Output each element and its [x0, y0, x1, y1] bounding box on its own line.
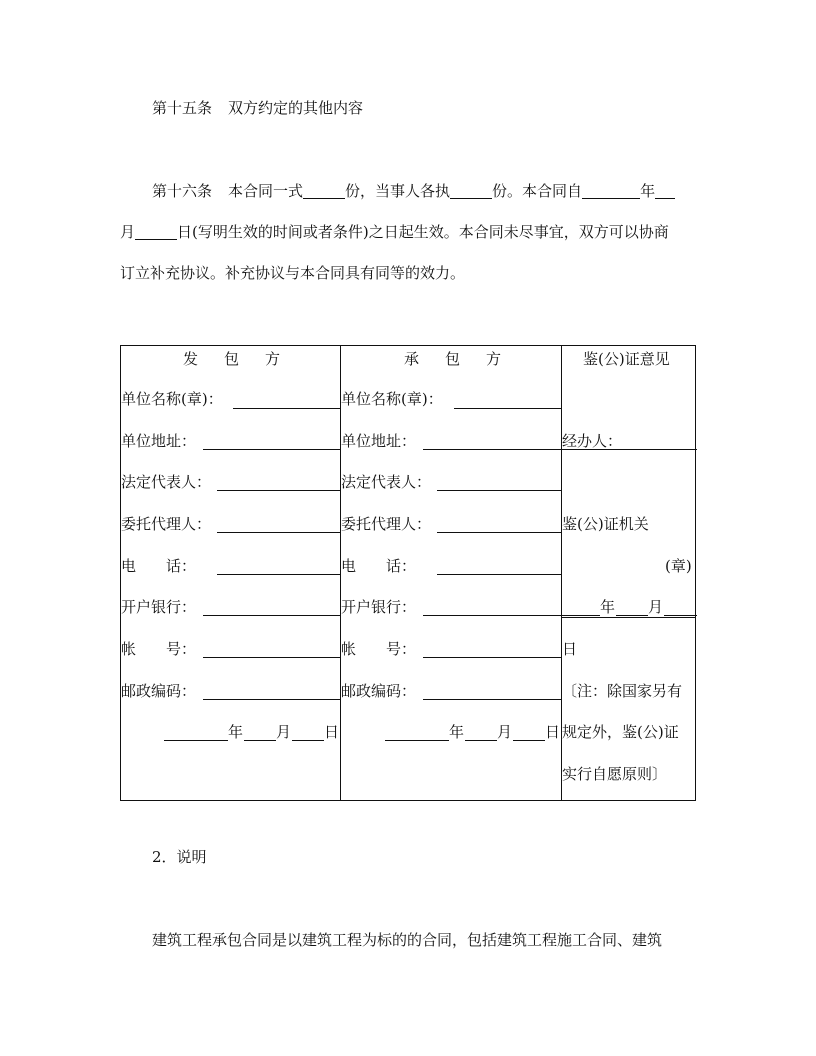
party-b-field-line[interactable]	[437, 574, 561, 575]
party-a-field-bank: 开户银行：	[121, 598, 197, 616]
party-b-field-line[interactable]	[423, 615, 561, 616]
party-b-field-address: 单位地址：	[341, 432, 417, 450]
party-a-date-month: 月	[276, 723, 292, 741]
signature-table	[120, 345, 696, 801]
party-a-field-agent: 委托代理人：	[121, 515, 212, 533]
party-a-field-line[interactable]	[217, 490, 340, 491]
article-15-text: 双方约定的其他内容	[228, 99, 364, 117]
party-b-field-line[interactable]	[423, 449, 561, 450]
notary-date-year: 年	[600, 598, 616, 616]
party-b-field-phone: 电 话：	[341, 557, 417, 575]
party-b-field-line[interactable]	[437, 532, 561, 533]
party-a-field-line[interactable]	[217, 532, 340, 533]
party-a-date-year: 年	[228, 723, 244, 741]
party-b-field-account: 帐 号：	[341, 640, 417, 658]
article-16-text: 日(写明生效的时间或者条件)之日起生效。本合同未尽事宜，双方可以协商	[177, 223, 669, 241]
article-16-text: 本合同一式	[228, 182, 304, 200]
article-16-text: 订立补充协议。补充协议与本合同具有同等的效力。	[120, 264, 466, 282]
day-blank	[135, 223, 177, 240]
notary-authority: 鉴(公)证机关	[562, 515, 649, 533]
party-b-date-month: 月	[497, 723, 513, 741]
notary-seal: (章)	[665, 557, 692, 575]
party-b-date-year: 年	[449, 723, 465, 741]
notary-date-year-line[interactable]	[562, 615, 600, 616]
party-a-field-line[interactable]	[203, 449, 340, 450]
party-b-field-line[interactable]	[454, 408, 561, 409]
party-a-field-line[interactable]	[203, 699, 340, 700]
party-a-field-line[interactable]	[203, 615, 340, 616]
notary-note-line-1: 〔注：除国家另有	[562, 682, 683, 700]
party-b-field-agent: 委托代理人：	[341, 515, 432, 533]
party-a-date-year-line[interactable]	[164, 740, 228, 741]
article-16-text: 份，当事人各执	[345, 182, 451, 200]
party-a-field-postcode: 邮政编码：	[121, 682, 197, 700]
row-divider	[561, 617, 695, 618]
section-2-heading: 2．说明	[152, 848, 207, 866]
article-16-text: 年	[640, 182, 656, 200]
party-b-date-day: 日	[545, 723, 561, 741]
party-a-field-address: 单位地址：	[121, 432, 197, 450]
notary-header: 鉴(公)证意见	[583, 350, 670, 368]
copies-each-blank	[450, 182, 492, 199]
party-b-field-name: 单位名称(章)：	[341, 390, 443, 408]
notary-date-month-line[interactable]	[616, 615, 648, 616]
article-15	[152, 97, 363, 118]
year-blank	[582, 182, 640, 199]
article-16-line-3	[120, 262, 465, 283]
month-blank	[655, 182, 675, 199]
party-a-header: 发包方	[183, 350, 307, 368]
notary-note-line-3: 实行自愿原则〕	[562, 765, 668, 783]
party-a-date-day-line[interactable]	[292, 740, 324, 741]
article-16-text: 份。本合同自	[492, 182, 583, 200]
party-a-field-phone: 电 话：	[121, 557, 197, 575]
party-b-date-month-line[interactable]	[465, 740, 497, 741]
copies-blank	[303, 182, 345, 199]
party-a-field-rep: 法定代表人：	[121, 473, 212, 491]
notary-handler-line[interactable]	[626, 449, 697, 450]
section-2-paragraph: 建筑工程承包合同是以建筑工程为标的的合同，包括建筑工程施工合同、建筑	[152, 931, 663, 949]
notary-date-day: 日	[562, 640, 578, 658]
article-16-label: 第十六条	[152, 182, 213, 200]
party-b-field-postcode: 邮政编码：	[341, 682, 417, 700]
article-16-line-2	[120, 221, 669, 242]
party-b-field-bank: 开户银行：	[341, 598, 417, 616]
party-a-field-name: 单位名称(章)：	[121, 390, 223, 408]
article-15-label: 第十五条	[152, 99, 213, 117]
party-a-field-line[interactable]	[233, 408, 340, 409]
party-b-header: 承包方	[404, 350, 528, 368]
party-b-date-day-line[interactable]	[513, 740, 545, 741]
notary-date-day-line[interactable]	[664, 615, 697, 616]
party-a-field-line[interactable]	[217, 574, 340, 575]
notary-handler: 经办人：	[562, 432, 623, 450]
party-b-field-line[interactable]	[423, 657, 561, 658]
notary-date-month: 月	[648, 598, 664, 616]
notary-note-line-2: 规定外，鉴(公)证	[562, 723, 679, 741]
article-16-line-1	[152, 180, 675, 201]
party-a-date-month-line[interactable]	[244, 740, 276, 741]
party-b-field-line[interactable]	[437, 490, 561, 491]
party-b-field-rep: 法定代表人：	[341, 473, 432, 491]
party-b-field-line[interactable]	[423, 699, 561, 700]
party-b-date-year-line[interactable]	[385, 740, 449, 741]
party-a-field-line[interactable]	[203, 657, 340, 658]
party-a-field-account: 帐 号：	[121, 640, 197, 658]
party-a-date-day: 日	[324, 723, 340, 741]
article-16-text: 月	[120, 223, 136, 241]
